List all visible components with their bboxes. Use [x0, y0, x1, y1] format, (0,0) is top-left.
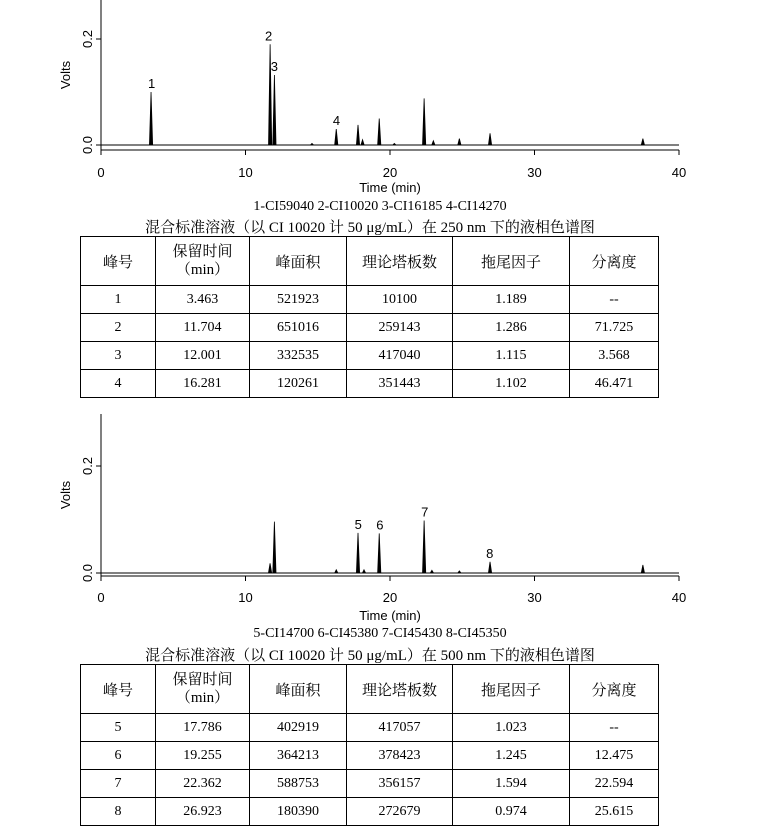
chromatogram-peak [378, 533, 381, 573]
cell-tailing-factor: 1.286 [453, 314, 570, 342]
cell-peak-no: 6 [81, 742, 156, 770]
cell-peak-no: 7 [81, 770, 156, 798]
peak-legend-500nm: 5-CI14700 6-CI45380 7-CI45430 8-CI45350 [253, 626, 507, 641]
cell-peak-no: 4 [81, 370, 156, 398]
cell-peak-area: 332535 [250, 342, 347, 370]
cell-resolution: -- [570, 286, 659, 314]
peak-label-5: 5 [354, 516, 362, 532]
chromatogram-peak [335, 129, 338, 145]
chromatogram-500nm-plot [0, 404, 760, 626]
chromatogram-250nm-plot [0, 0, 760, 200]
col-peak-area: 峰面积 [250, 237, 347, 286]
cell-peak-area: 521923 [250, 286, 347, 314]
peak-label-6: 6 [376, 517, 384, 533]
col-retention-time-unit: （min） [175, 262, 230, 278]
cell-peak-area: 651016 [250, 314, 347, 342]
cell-resolution: 25.615 [570, 798, 659, 826]
chromatogram-peak [356, 533, 359, 573]
chromatogram-peak [378, 119, 381, 146]
peak-table-250nm [80, 236, 659, 398]
chromatogram-peak [488, 133, 491, 145]
cell-theoretical-plates: 259143 [347, 314, 453, 342]
cell-tailing-factor: 1.115 [453, 342, 570, 370]
table-header-row [81, 665, 659, 714]
col-theoretical-plates: 理论塔板数 [347, 665, 453, 714]
cell-theoretical-plates: 10100 [347, 286, 453, 314]
chromatogram-peak [641, 139, 644, 145]
cell-peak-area: 588753 [250, 770, 347, 798]
chromatogram-peak [430, 570, 433, 573]
col-peak-no: 峰号 [81, 237, 156, 286]
cell-retention-time: 26.923 [156, 798, 250, 826]
col-retention-time [156, 237, 250, 286]
peak-label-3: 3 [270, 59, 279, 75]
cell-peak-area: 120261 [250, 370, 347, 398]
peak-table-500nm [80, 664, 659, 826]
cell-resolution: 22.594 [570, 770, 659, 798]
cell-theoretical-plates: 417057 [347, 714, 453, 742]
chromatogram-peak [432, 141, 435, 145]
y-tick-label: 0.2 [80, 456, 95, 476]
table-row [81, 314, 659, 342]
cell-peak-area: 402919 [250, 714, 347, 742]
cell-retention-time: 16.281 [156, 370, 250, 398]
chromatogram-250nm [0, 0, 760, 200]
col-retention-time-label: 保留时间 [172, 672, 233, 688]
cell-theoretical-plates: 356157 [347, 770, 453, 798]
x-tick-label: 0 [97, 590, 105, 605]
col-tailing-factor: 拖尾因子 [453, 237, 570, 286]
chromatogram-peak [458, 139, 461, 145]
x-tick-label: 10 [238, 590, 253, 605]
peak-label-7: 7 [421, 504, 429, 520]
chromatogram-peak [310, 143, 313, 145]
chromatogram-peak [488, 562, 491, 573]
chromatogram-peak [423, 521, 426, 573]
x-tick-label: 40 [671, 165, 687, 180]
cell-resolution: -- [570, 714, 659, 742]
x-axis-label: Time (min) [359, 180, 421, 195]
col-retention-time-unit: （min） [175, 690, 230, 706]
chromatogram-500nm [0, 404, 760, 626]
table-row [81, 798, 659, 826]
chromatogram-peak [273, 75, 276, 145]
cell-tailing-factor: 0.974 [453, 798, 570, 826]
x-tick-label: 30 [527, 590, 542, 605]
y-tick-label: 0.0 [80, 135, 95, 155]
cell-tailing-factor: 1.245 [453, 742, 570, 770]
cell-resolution: 12.475 [570, 742, 659, 770]
col-retention-time [156, 665, 250, 714]
chromatogram-peak [423, 98, 426, 145]
table-row [81, 742, 659, 770]
cell-retention-time: 3.463 [156, 286, 250, 314]
cell-resolution: 71.725 [570, 314, 659, 342]
x-axis-label: Time (min) [359, 608, 421, 623]
chart-caption-500nm: 混合标准溶液（以 CI 10020 计 50 μg/mL）在 500 nm 下的液相色谱图 [145, 648, 595, 664]
cell-theoretical-plates: 417040 [347, 342, 453, 370]
chromatogram-peak [268, 563, 271, 573]
chromatogram-peak [335, 570, 338, 573]
chromatogram-peak [356, 125, 359, 145]
cell-retention-time: 17.786 [156, 714, 250, 742]
cell-theoretical-plates: 272679 [347, 798, 453, 826]
peak-label-2: 2 [265, 28, 273, 44]
cell-retention-time: 11.704 [156, 314, 250, 342]
col-peak-no: 峰号 [81, 665, 156, 714]
cell-tailing-factor: 1.102 [453, 370, 570, 398]
peak-legend-250nm: 1-CI59040 2-CI10020 3-CI16185 4-CI14270 [253, 199, 507, 214]
cell-resolution: 46.471 [570, 370, 659, 398]
table-row [81, 714, 659, 742]
x-tick-label: 20 [382, 165, 398, 180]
peak-label-4: 4 [332, 113, 341, 129]
cell-peak-no: 1 [81, 286, 156, 314]
chromatogram-peak [149, 92, 152, 145]
peak-label-1: 1 [147, 76, 156, 91]
cell-tailing-factor: 1.023 [453, 714, 570, 742]
y-tick-label: 0.0 [80, 563, 95, 583]
y-axis-label: Volts [58, 480, 73, 510]
chromatogram-peak [641, 565, 644, 573]
cell-retention-time: 12.001 [156, 342, 250, 370]
table-row [81, 770, 659, 798]
cell-theoretical-plates: 378423 [347, 742, 453, 770]
col-resolution: 分离度 [570, 237, 659, 286]
cell-peak-area: 180390 [250, 798, 347, 826]
table-row [81, 370, 659, 398]
cell-peak-no: 8 [81, 798, 156, 826]
col-retention-time-label: 保留时间 [172, 244, 233, 260]
x-tick-label: 40 [671, 590, 687, 605]
table-row [81, 342, 659, 370]
chromatogram-peak [362, 570, 365, 573]
cell-retention-time: 22.362 [156, 770, 250, 798]
table-header-row [81, 237, 659, 286]
chromatogram-peak [273, 522, 276, 573]
chromatogram-peak [458, 571, 461, 573]
chromatogram-peak [361, 140, 364, 145]
col-peak-area: 峰面积 [250, 665, 347, 714]
cell-peak-no: 3 [81, 342, 156, 370]
cell-tailing-factor: 1.189 [453, 286, 570, 314]
x-tick-label: 20 [382, 590, 398, 605]
chromatogram-peak [393, 143, 396, 145]
cell-retention-time: 19.255 [156, 742, 250, 770]
col-resolution: 分离度 [570, 665, 659, 714]
cell-theoretical-plates: 351443 [347, 370, 453, 398]
col-theoretical-plates: 理论塔板数 [347, 237, 453, 286]
cell-peak-area: 364213 [250, 742, 347, 770]
col-tailing-factor: 拖尾因子 [453, 665, 570, 714]
x-tick-label: 0 [97, 165, 105, 180]
cell-resolution: 3.568 [570, 342, 659, 370]
table-row [81, 286, 659, 314]
cell-tailing-factor: 1.594 [453, 770, 570, 798]
cell-peak-no: 2 [81, 314, 156, 342]
chart-caption-250nm: 混合标准溶液（以 CI 10020 计 50 μg/mL）在 250 nm 下的液相色谱图 [145, 220, 595, 236]
cell-peak-no: 5 [81, 714, 156, 742]
peak-label-8: 8 [486, 545, 494, 561]
x-tick-label: 30 [527, 165, 542, 180]
x-tick-label: 10 [238, 165, 253, 180]
y-tick-label: 0.2 [80, 29, 95, 49]
y-axis-label: Volts [58, 60, 73, 90]
